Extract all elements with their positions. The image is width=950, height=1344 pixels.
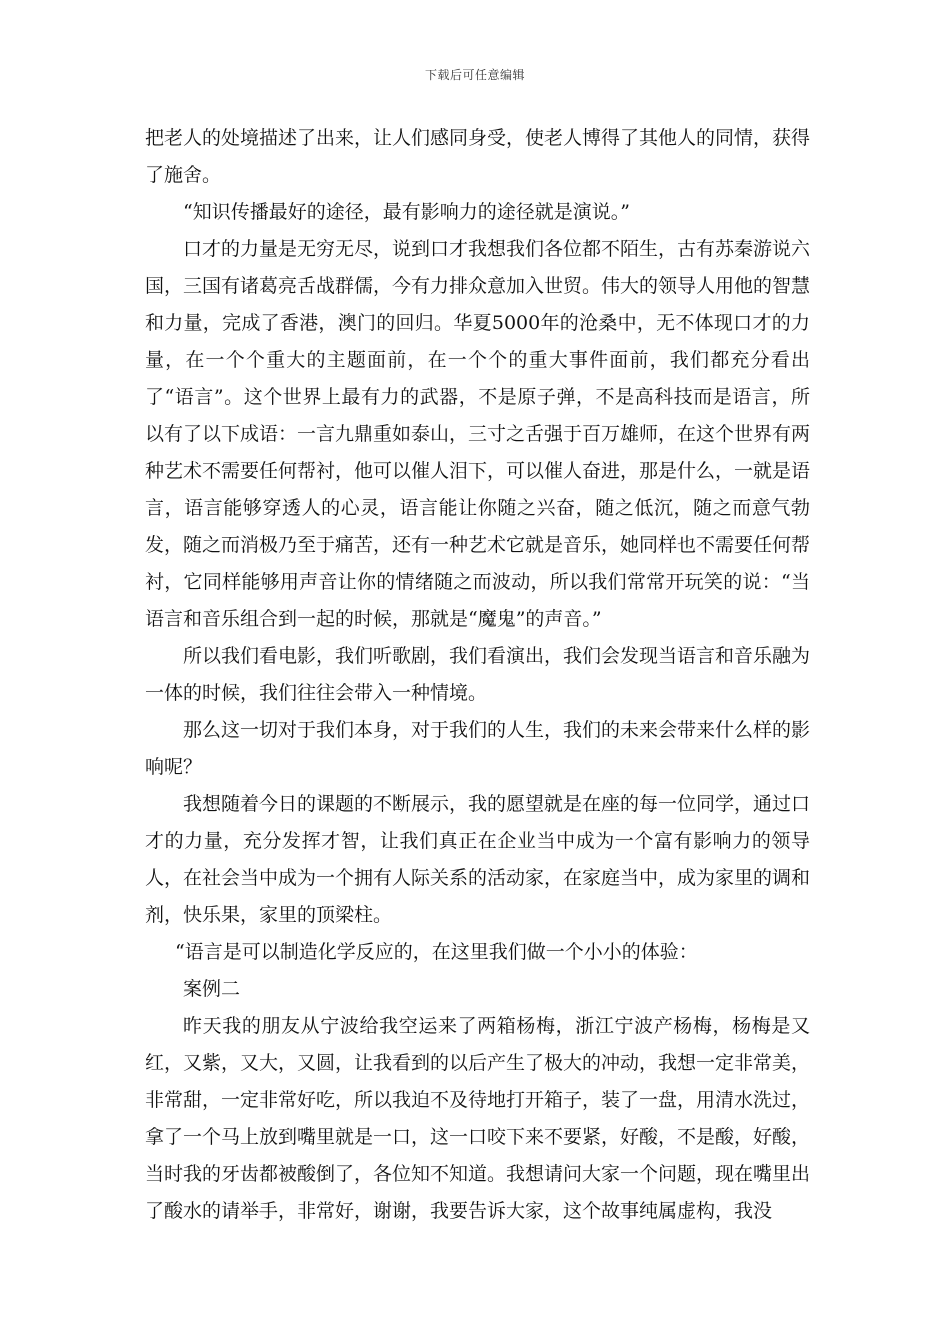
- paragraph-8: 案例二: [183, 978, 241, 1000]
- paragraph-2: “知识传播最好的途径，最有影响力的途径就是演说。”: [183, 201, 630, 223]
- paragraph-9: 昨天我的朋友从宁波给我空运来了两箱杨梅，浙江宁波产杨梅，杨梅是又红，又紫，又大，又圆，让我看到的以后产生了极大的冲动，我想一定非常美，非常甜，一定非常好吃，所以我迫不及待地打开箱子，装了一盘，用清水洗过，拿了一个马上放到嘴里就是一口，这一口咬下来不要紧，好酸，不是酸，好酸，当时我的牙齿都被酸倒了，各位知不知道。我想请问大家一个问题，现在嘴里出了酸水的请举手，非常好，谢谢，我要告诉大家，这个故事纯属虚构，我没: [145, 1015, 811, 1222]
- paragraph-3: 口才的力量是无穷无尽，说到口才我想我们各位都不陌生，古有苏秦游说六国，三国有诸葛亮舌战群儒，今有力排众意加入世贸。伟大的领导人用他的智慧和力量，完成了香港，澳门的回归。华夏5000年的沧桑中，无不体现口才的力量，在一个个重大的主题面前，在一个个的重大事件面前，我们都充分看出了“语言”。这个世界上最有力的武器，不是原子弹，不是高科技而是语言，所以有了以下成语：一言九鼎重如泰山，三寸之舌强于百万雄师，在这个世界有两种艺术不需要任何帮衬，他可以催人泪下，可以催人奋进，那是什么，一就是语言，语言能够穿透人的心灵，语言能让你随之兴奋，随之低沉，随之而意气勃发，随之而消极乃至于痛苦，还有一种艺术它就是音乐，她同样也不需要任何帮衬，它同样能够用声音让你的情绪随之而波动，所以我们常常开玩笑的说：“当语言和音乐组合到一起的时候，那就是“魔鬼”的声音。”: [145, 238, 811, 630]
- document-body: [145, 120, 810, 1230]
- paragraph-1: 把老人的处境描述了出来，让人们感同身受，使老人博得了其他人的同情，获得了施舍。: [145, 127, 811, 186]
- page-header: 下载后可任意编辑: [424, 68, 525, 82]
- paragraph-6: 我想随着今日的课题的不断展示，我的愿望就是在座的每一位同学，通过口才的力量，充分发挥才智，让我们真正在企业当中成为一个富有影响力的领导人，在社会当中成为一个拥有人际关系的活动家，在家庭当中，成为家里的调和剂，快乐果，家里的顶梁柱。: [145, 793, 811, 926]
- paragraph-5: 那么这一切对于我们本身，对于我们的人生，我们的未来会带来什么样的影响呢？: [145, 719, 811, 778]
- paragraph-7: “语言是可以制造化学反应的，在这里我们做一个小小的体验：: [175, 941, 698, 963]
- paragraph-4: 所以我们看电影，我们听歌剧，我们看演出，我们会发现当语言和音乐融为一体的时候，我们往往会带入一种情境。: [145, 645, 811, 704]
